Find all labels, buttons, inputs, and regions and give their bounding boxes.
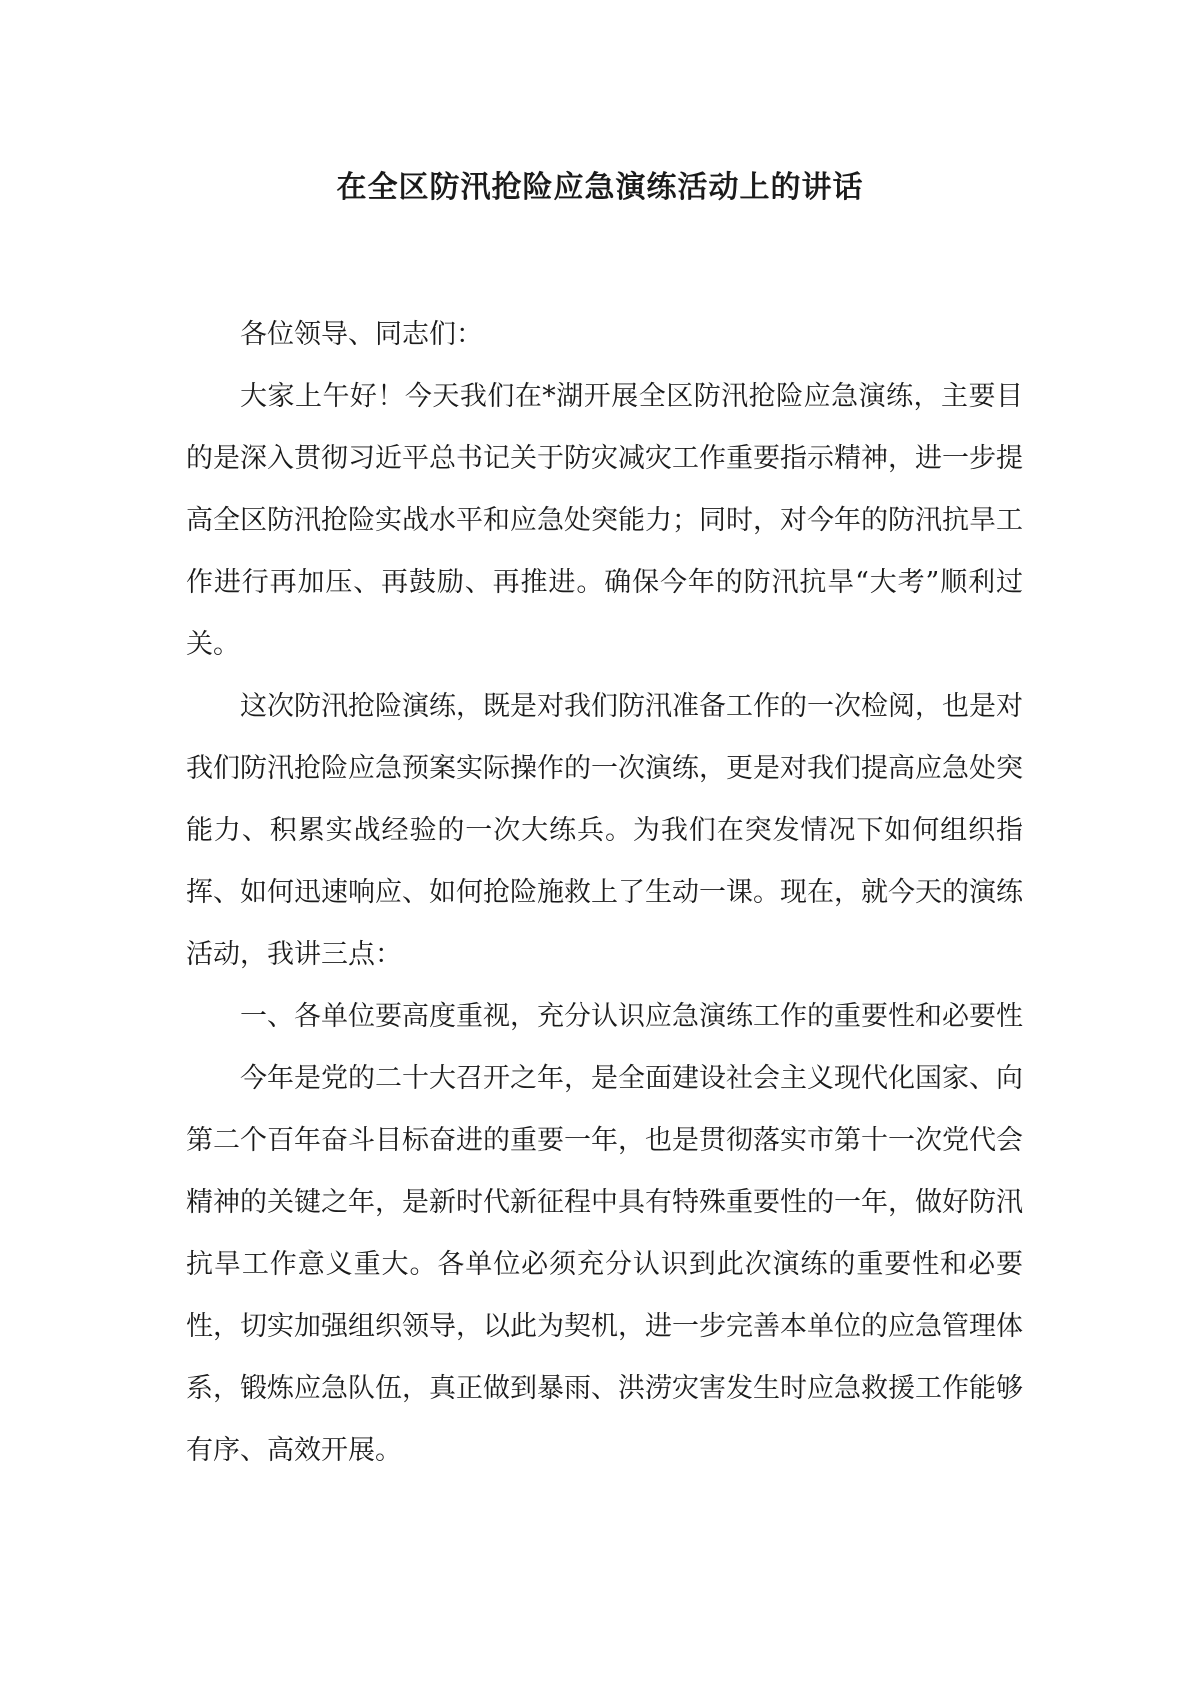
- drill-purpose-paragraph: 这次防汛抢险演练，既是对我们防汛准备工作的一次检阅，也是对我们防汛抢险应急预案实际操作的一次演练，更是对我们提高应急处突能力、积累实战经验的一次大练兵。为我们在突发情况下如何组织指挥、如何迅速响应、如何抢险施救上了生动一课。现在，就今天的演练活动，我讲三点：: [186, 691, 1023, 970]
- section-heading-1: 一、各单位要高度重视，充分认识应急演练工作的重要性和必要性: [240, 1001, 1023, 1032]
- document-title: 在全区防汛抢险应急演练活动上的讲话: [336, 170, 864, 205]
- salutation-paragraph: 各位领导、同志们：: [240, 319, 483, 350]
- opening-paragraph: 大家上午好！今天我们在*湖开展全区防汛抢险应急演练，主要目的是深入贯彻习近平总书记关于防灾减灾工作重要指示精神，进一步提高全区防汛抢险实战水平和应急处突能力；同时，对今年的防汛抗旱工作进行再加压、再鼓励、再推进。确保今年的防汛抗旱“大考”顺利过关。: [186, 381, 1023, 660]
- section-1-paragraph: 今年是党的二十大召开之年，是全面建设社会主义现代化国家、向第二个百年奋斗目标奋进的重要一年，也是贯彻落实市第十一次党代会精神的关键之年，是新时代新征程中具有特殊重要性的一年，做好防汛抗旱工作意义重大。各单位必须充分认识到此次演练的重要性和必要性，切实加强组织领导，以此为契机，进一步完善本单位的应急管理体系，锻炼应急队伍，真正做到暴雨、洪涝灾害发生时应急救援工作能够有序、高效开展。: [186, 1063, 1023, 1466]
- document-body: [186, 304, 1023, 1482]
